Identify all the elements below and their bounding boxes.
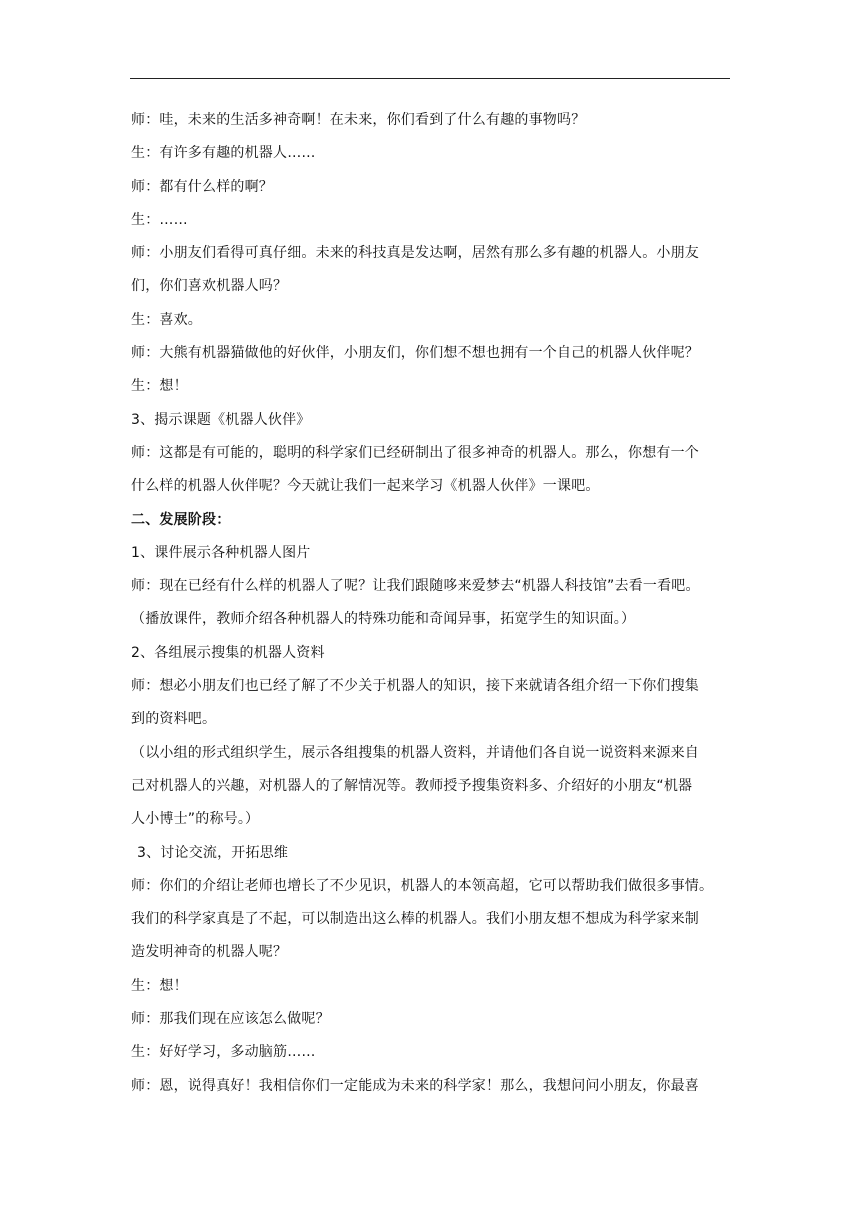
dialogue-line: 生：想！ <box>131 378 188 395</box>
header-rule <box>130 78 730 79</box>
dialogue-line: 师：你们的介绍让老师也增长了不少见识，机器人的本领高超，它可以帮助我们做很多事情。 <box>131 877 714 894</box>
section-heading: 二、发展阶段： <box>131 511 231 528</box>
dialogue-line: 生：有许多有趣的机器人…… <box>131 145 316 162</box>
stage-note-continued: 人小博士”的称号。） <box>131 811 260 828</box>
dialogue-line: 师：想必小朋友们也已经了解了不少关于机器人的知识，接下来就请各组介绍一下你们搜集 <box>131 678 699 695</box>
dialogue-line-continued: 什么样的机器人伙伴呢？今天就让我们一起来学习《机器人伙伴》一课吧。 <box>131 478 600 495</box>
dialogue-line-continued: 们，你们喜欢机器人吗？ <box>131 278 288 295</box>
dialogue-line: 师：恩，说得真好！我相信你们一定能成为未来的科学家！那么，我想问问小朋友，你最喜 <box>131 1077 699 1094</box>
dialogue-line: 师：这都是有可能的，聪明的科学家们已经研制出了很多神奇的机器人。那么，你想有一个 <box>131 444 699 461</box>
dialogue-line: 师：大熊有机器猫做他的好伙伴，小朋友们，你们想不想也拥有一个自己的机器人伙伴呢？ <box>131 345 699 362</box>
dialogue-line: 师：都有什么样的啊？ <box>131 178 273 195</box>
step-heading: 3、讨论交流，开拓思维 <box>137 844 289 861</box>
dialogue-line: 师：那我们现在应该怎么做呢？ <box>131 1011 330 1028</box>
step-heading: 2、各组展示搜集的机器人资料 <box>131 644 325 661</box>
dialogue-line: 师：哇，未来的生活多神奇啊！在未来，你们看到了什么有趣的事物吗？ <box>131 112 586 128</box>
step-heading: 1、课件展示各种机器人图片 <box>131 544 311 561</box>
stage-note: （播放课件，教师介绍各种机器人的特殊功能和奇闻异事，拓宽学生的知识面。） <box>131 611 636 628</box>
dialogue-line-continued: 我们的科学家真是了不起，可以制造出这么棒的机器人。我们小朋友想不想成为科学家来制 <box>131 911 699 928</box>
dialogue-line: 生：想！ <box>131 977 188 994</box>
document-body <box>131 104 731 1103</box>
stage-note-continued: 己对机器人的兴趣，对机器人的了解情况等。教师授予搜集资料多、介绍好的小朋友“机器 <box>131 777 693 794</box>
dialogue-line: 生：好好学习，多动脑筋…… <box>131 1044 316 1061</box>
stage-note: （以小组的形式组织学生，展示各组搜集的机器人资料，并请他们各自说一说资料来源来自 <box>131 744 699 761</box>
dialogue-line-continued: 造发明神奇的机器人呢？ <box>131 944 288 961</box>
dialogue-line: 生：喜欢。 <box>131 311 202 328</box>
step-heading: 3、揭示课题《机器人伙伴》 <box>131 411 311 428</box>
dialogue-line: 师：现在已经有什么样的机器人了呢？让我们跟随哆来爱梦去“机器人科技馆”去看一看吧。 <box>131 578 700 595</box>
dialogue-line: 生：…… <box>131 211 188 228</box>
dialogue-line: 师：小朋友们看得可真仔细。未来的科技真是发达啊，居然有那么多有趣的机器人。小朋友 <box>131 245 699 262</box>
dialogue-line-continued: 到的资料吧。 <box>131 711 217 728</box>
